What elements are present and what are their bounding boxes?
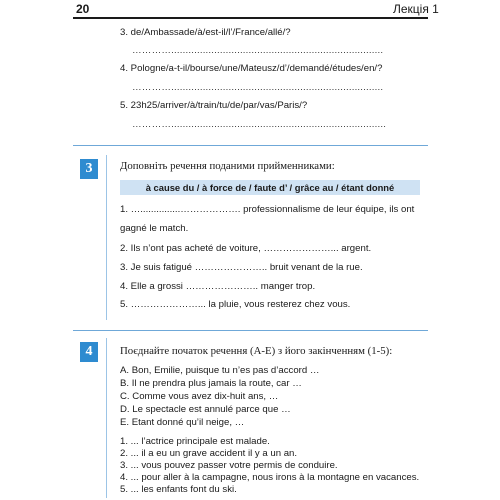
page-header	[0, 0, 500, 22]
sentence-3: 3. Je suis fatigué ………………….. bruit venant de la rue.	[120, 262, 363, 273]
page-number: 20	[76, 2, 90, 16]
list-item: 1. ... l’actrice principale est malade.	[120, 436, 270, 447]
task-number-badge: 4	[80, 342, 98, 362]
answer-blank: …………...........................................................................	[132, 119, 387, 130]
list-item: 4. ... pour aller à la campagne, nous irons à la montagne en vacances.	[120, 472, 420, 483]
sentence-4: 4. Elle a grossi ………………….. manger trop.	[120, 281, 316, 292]
list-item: E. Etant donné qu’il neige, …	[120, 417, 245, 428]
list-item: C. Comme vous avez dix-huit ans, …	[120, 391, 279, 402]
answer-blank: …………..........................................................................	[132, 82, 384, 93]
word-bank: à cause du / à force de / faute d’ / grâce au / étant donné	[120, 180, 420, 195]
exercise-item-4: 4. Pologne/a-t-il/bourse/une/Mateusz/d’/demandé/études/en/?	[120, 63, 383, 74]
list-item: 5. ... les enfants font du ski.	[120, 484, 237, 495]
list-item: A. Bon, Emilie, puisque tu n’es pas d’accord …	[120, 365, 320, 376]
task-instruction: Поєднайте початок речення (A-E) з його закінченням (1-5):	[120, 345, 393, 357]
list-item: 3. ... vous pouvez passer votre permis de conduire.	[120, 460, 338, 471]
task-instruction: Доповніть речення поданими прийменниками:	[120, 160, 335, 172]
section-separator	[73, 330, 428, 331]
list-item: 2. ... il a eu un grave accident il y a un an.	[120, 448, 298, 459]
task-side-rule	[106, 155, 107, 320]
sentence-1-continued: gagné le match.	[120, 223, 189, 234]
exercise-item-5: 5. 23h25/arriver/à/train/tu/de/par/vas/Paris/?	[120, 100, 308, 111]
sentence-1: 1. …...............………………. professionnalisme de leur équipe, ils ont	[120, 204, 415, 215]
task-side-rule	[106, 338, 107, 498]
list-item: B. Il ne prendra plus jamais la route, car …	[120, 378, 302, 389]
task-number-badge: 3	[80, 159, 98, 179]
lecture-title: Лекція 1	[393, 2, 439, 16]
exercise-item-3: 3. de/Ambassade/à/est-il/l’/France/allé/?	[120, 27, 291, 38]
section-separator	[73, 145, 428, 146]
header-rule	[73, 17, 428, 19]
answer-blank: …………..........................................................................	[132, 45, 384, 56]
sentence-2: 2. Ils n’ont pas acheté de voiture, …………………... argent.	[120, 243, 372, 254]
list-item: D. Le spectacle est annulé parce que …	[120, 404, 291, 415]
sentence-5: 5. …………………... la pluie, vous resterez chez vous.	[120, 299, 351, 310]
